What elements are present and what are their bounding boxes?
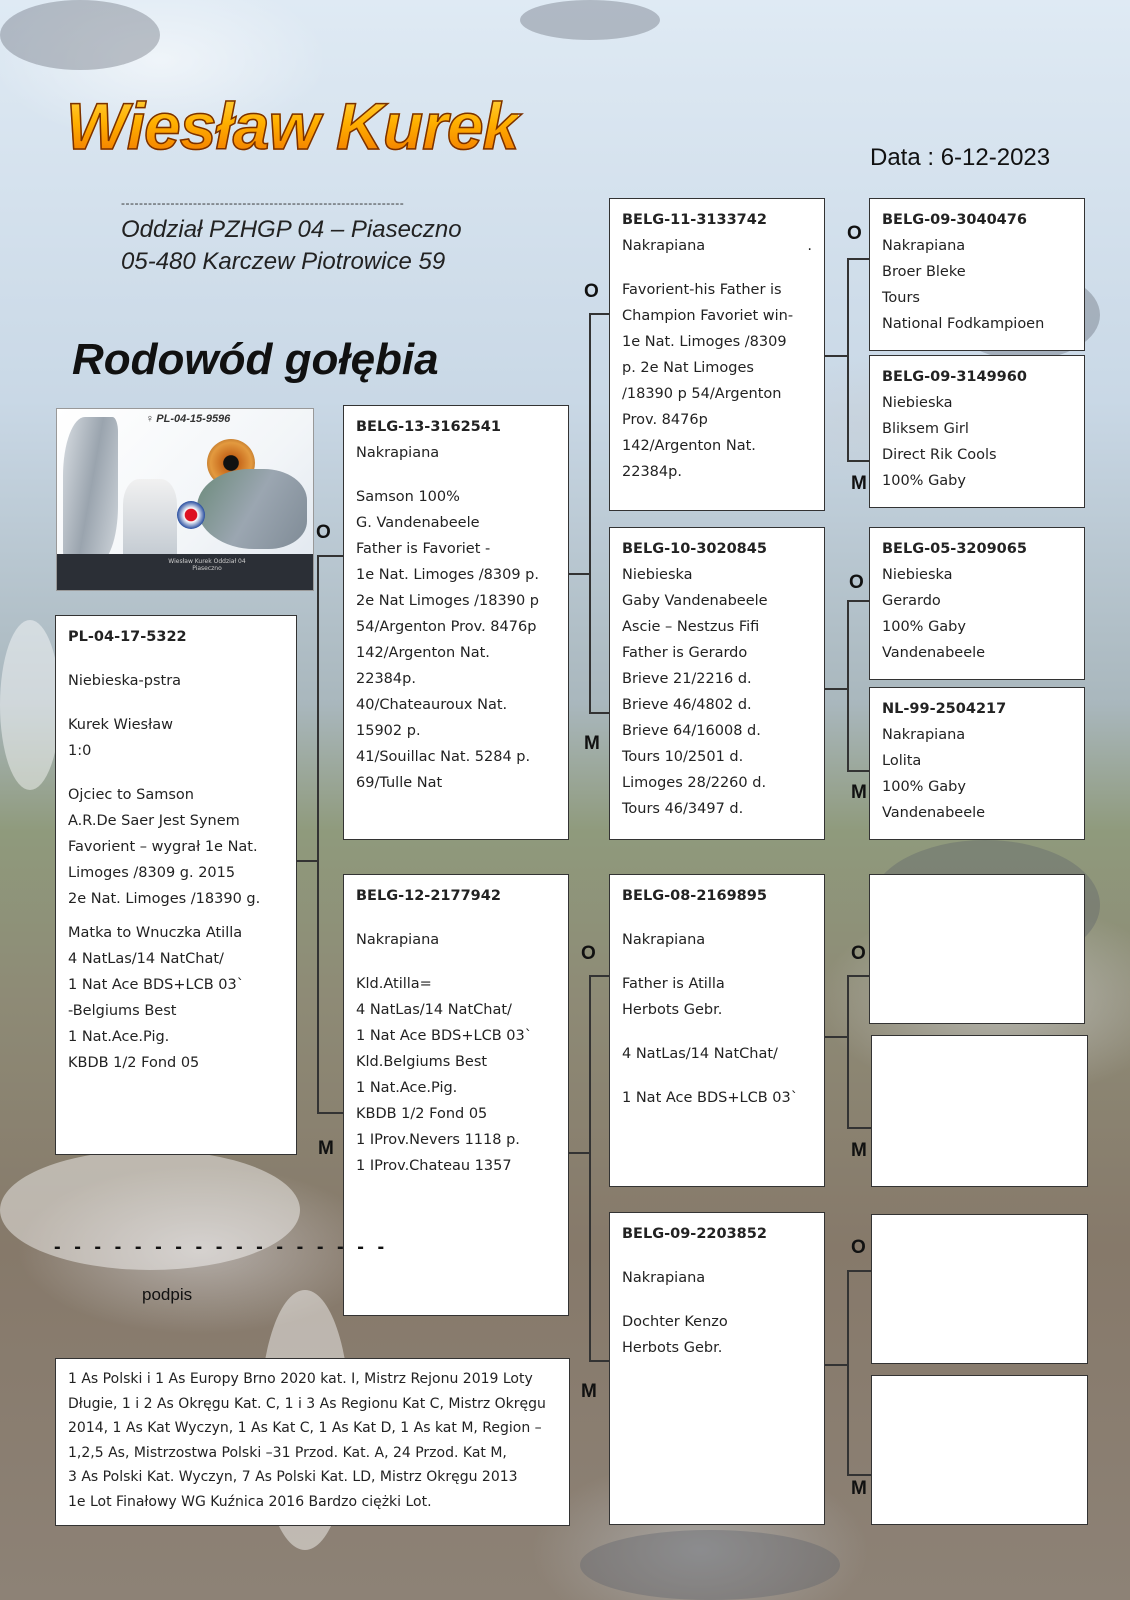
note-line: Dochter Kenzo (622, 1314, 728, 1330)
paternal-grandfather-card (609, 198, 825, 511)
note-line: 1 IProv.Nevers 1118 p. (356, 1132, 520, 1148)
note-line: 1 Nat.Ace.Pig. (356, 1080, 458, 1096)
note-line: -Belgiums Best (68, 1003, 177, 1019)
note-line: 54/Argenton Prov. 8476p (356, 619, 537, 635)
note-line: Favorient – wygrał 1e Nat. (68, 839, 258, 855)
great-grandparent-card-7 (871, 1214, 1088, 1364)
achievement-line: 1,2,5 As, Mistrzostwa Polski –31 Przod. Kat. A, 24 Przod. Kat M, (68, 1444, 507, 1461)
great-grandparent-card-4 (869, 687, 1085, 840)
subject-father-notes (68, 782, 284, 912)
note-line: G. Vandenabeele (356, 515, 480, 531)
address-line-1: Oddział PZHGP 04 – Piaseczno (121, 216, 462, 243)
note-line: KBDB 1/2 Fond 05 (68, 1055, 200, 1071)
father-label: O (851, 943, 866, 964)
note-line: 15902 p. (356, 723, 421, 739)
great-grandparent-card-2 (869, 355, 1085, 508)
note-line: National Fodkampioen (882, 316, 1045, 332)
rosette-image (177, 501, 205, 529)
father-label: O (849, 572, 864, 593)
background-pigeon (0, 620, 60, 790)
note-line: Niebieska (882, 567, 953, 583)
header-separator: --------------------------------------------------------------- (121, 196, 405, 210)
maternal-grandmother-color: Nakrapiana (622, 1270, 706, 1286)
great-grandparent-2-lines (882, 390, 1072, 494)
breeder-name-title: Wiesław Kurek (66, 89, 519, 163)
signature-line: - - - - - - - - - - - - - - - - - (54, 1236, 389, 1258)
date-label: Data : 6-12-2023 (870, 144, 1051, 171)
address-line-2: 05-480 Karczew Piotrowice 59 (121, 248, 446, 275)
maternal-grandfather-color: Nakrapiana (622, 932, 706, 948)
paternal-grandmother-color: Niebieska (622, 567, 693, 583)
pigeon-photo (56, 408, 314, 591)
achievement-line: 3 As Polski Kat. Wyczyn, 7 As Polski Kat. LD, Mistrz Okręgu 2013 (68, 1469, 518, 1485)
note-line: Ojciec to Samson (68, 787, 194, 803)
signature-label: podpis (142, 1285, 193, 1304)
note-line: 1 IProv.Chateau 1357 (356, 1158, 512, 1174)
note-line: Bliksem Girl (882, 421, 969, 437)
maternal-grandfather-notes-3 (622, 1085, 812, 1111)
great-grandparent-4-id: NL-99-2504217 (882, 701, 1007, 717)
paternal-grandmother-id: BELG-10-3020845 (622, 541, 767, 557)
trophy-image (123, 479, 177, 564)
note-line: Ascie – Nestzus Fifi (622, 619, 760, 635)
background-pigeon (520, 0, 660, 40)
note-line: p. 2e Nat Limoges (622, 360, 754, 376)
note-line: Samson 100% (356, 489, 460, 505)
note-line: 100% Gaby (882, 779, 966, 795)
note-line: Lolita (882, 753, 922, 769)
note-line: 69/Tulle Nat (356, 775, 443, 791)
mother-label: M (584, 733, 600, 754)
pigeon-image (197, 469, 307, 549)
note-line: Limoges /8309 g. 2015 (68, 865, 236, 881)
note-line: Favorient-his Father is (622, 282, 782, 298)
note-line: Gaby Vandenabeele (622, 593, 768, 609)
great-grandparent-card-5 (869, 874, 1085, 1024)
note-line: Brieve 64/16008 d. (622, 723, 761, 739)
achievement-line: Długie, 1 i 2 As Okręgu Kat. C, 1 i 3 As Regionu Kat C, Mistrz Okręgu (68, 1395, 546, 1412)
note-line: Vandenabeele (882, 805, 986, 821)
note-line: Herbots Gebr. (622, 1002, 723, 1018)
maternal-grandfather-notes-2 (622, 1041, 812, 1067)
note-line: Tours 46/3497 d. (622, 801, 744, 817)
note-line: Limoges 28/2260 d. (622, 775, 767, 791)
note-line: Brieve 21/2216 d. (622, 671, 752, 687)
father-label: O (581, 943, 596, 964)
father-label: O (584, 281, 599, 302)
note-line: 1 Nat Ace BDS+LCB 03` (356, 1028, 532, 1044)
father-color: Nakrapiana (356, 445, 440, 461)
note-line: 40/Chateauroux Nat. (356, 697, 508, 713)
subject-owner: Kurek Wiesław (68, 717, 173, 733)
note-line: Herbots Gebr. (622, 1340, 723, 1356)
paternal-grandfather-dot: . (807, 238, 812, 254)
father-label: O (851, 1237, 866, 1258)
note-line: 1e Nat. Limoges /8309 p. (356, 567, 539, 583)
note-line: Vandenabeele (882, 645, 986, 661)
great-grandparent-card-6 (871, 1035, 1088, 1187)
note-line: Niebieska (882, 395, 953, 411)
note-line: 41/Souillac Nat. 5284 p. (356, 749, 531, 765)
maternal-grandmother-notes (622, 1309, 812, 1361)
great-grandparent-2-id: BELG-09-3149960 (882, 369, 1027, 385)
father-notes (356, 484, 556, 796)
note-line: Father is Favoriet - (356, 541, 491, 557)
maternal-grandfather-card (609, 874, 825, 1187)
paternal-grandmother-notes (622, 588, 812, 822)
note-line: 2e Nat. Limoges /18390 g. (68, 891, 261, 907)
father-label: O (847, 223, 862, 244)
maternal-grandfather-id: BELG-08-2169895 (622, 888, 767, 904)
note-line: 4 NatLas/14 NatChat/ (622, 1046, 778, 1062)
wing-image (63, 417, 118, 565)
subject-pigeon-card (55, 615, 297, 1155)
note-line: 4 NatLas/14 NatChat/ (68, 951, 224, 967)
note-line: 142/Argenton Nat. (622, 438, 756, 454)
achievement-line: 2014, 1 As Kat Wyczyn, 1 As Kat C, 1 As Kat D, 1 As kat M, Region – (68, 1420, 542, 1436)
father-pigeon-card (343, 405, 569, 840)
note-line: Champion Favoriet win- (622, 308, 794, 324)
paternal-grandfather-notes (622, 277, 812, 485)
note-line: Gerardo (882, 593, 941, 609)
mother-label: M (318, 1138, 334, 1159)
achievements-box (55, 1358, 570, 1526)
note-line: Prov. 8476p (622, 412, 708, 428)
mother-label: M (851, 1140, 867, 1161)
background-pigeon (580, 1530, 840, 1600)
father-label: O (316, 522, 331, 543)
mother-notes (356, 971, 556, 1179)
great-grandparent-3-lines (882, 562, 1072, 666)
mother-id: BELG-12-2177942 (356, 888, 501, 904)
great-grandparent-card-1 (869, 198, 1085, 351)
note-line: 4 NatLas/14 NatChat/ (356, 1002, 512, 1018)
note-line: Father is Gerardo (622, 645, 748, 661)
note-line: Direct Rik Cools (882, 447, 997, 463)
paternal-grandfather-id: BELG-11-3133742 (622, 212, 767, 228)
note-line: 142/Argenton Nat. (356, 645, 490, 661)
maternal-grandmother-card (609, 1212, 825, 1525)
mother-color: Nakrapiana (356, 932, 440, 948)
great-grandparent-1-lines (882, 233, 1072, 337)
note-line: Kld.Belgiums Best (356, 1054, 488, 1070)
great-grandparent-1-id: BELG-09-3040476 (882, 212, 1027, 228)
maternal-grandmother-id: BELG-09-2203852 (622, 1226, 767, 1242)
note-line: 1 Nat Ace BDS+LCB 03` (68, 977, 244, 993)
note-line: 1 Nat.Ace.Pig. (68, 1029, 170, 1045)
note-line: Nakrapiana (882, 727, 966, 743)
mother-label: M (581, 1381, 597, 1402)
maternal-grandfather-notes (622, 971, 812, 1023)
note-line: 1e Nat. Limoges /8309 (622, 334, 787, 350)
note-line: /18390 p 54/Argenton (622, 386, 782, 402)
paternal-grandmother-card (609, 527, 825, 840)
note-line: Tours 10/2501 d. (622, 749, 744, 765)
note-line: 100% Gaby (882, 619, 966, 635)
note-line: 1 Nat Ace BDS+LCB 03` (622, 1090, 798, 1106)
note-line: Matka to Wnuczka Atilla (68, 925, 243, 941)
note-line: Kld.Atilla= (356, 976, 432, 992)
note-line: 100% Gaby (882, 473, 966, 489)
note-line: Broer Bleke (882, 264, 966, 280)
document-title: Rodowód gołębia (72, 335, 439, 384)
note-line: KBDB 1/2 Fond 05 (356, 1106, 488, 1122)
mother-label: M (851, 782, 867, 803)
note-line: Brieve 46/4802 d. (622, 697, 752, 713)
note-line: 22384p. (356, 671, 416, 687)
note-line: 2e Nat Limoges /18390 p (356, 593, 539, 609)
great-grandparent-card-3 (869, 527, 1085, 680)
great-grandparent-4-lines (882, 722, 1072, 826)
note-line: Father is Atilla (622, 976, 725, 992)
achievement-line: 1e Lot Finałowy WG Kuźnica 2016 Bardzo ciężki Lot. (68, 1493, 432, 1510)
note-line: Nakrapiana (882, 238, 966, 254)
photo-footer-text: Wiesław Kurek Oddział 04 Piaseczno (168, 558, 246, 572)
photo-label: ♀ PL-04-15-9596 (145, 413, 231, 425)
paternal-grandfather-color: Nakrapiana (622, 238, 706, 254)
subject-ratio: 1:0 (68, 743, 92, 759)
achievement-line: 1 As Polski i 1 As Europy Brno 2020 kat. I, Mistrz Rejonu 2019 Loty (68, 1371, 533, 1387)
subject-color: Niebieska-pstra (68, 673, 182, 689)
subject-mother-notes (68, 920, 284, 1076)
note-line: Tours (882, 290, 920, 306)
great-grandparent-card-8 (871, 1375, 1088, 1525)
father-id: BELG-13-3162541 (356, 419, 501, 435)
note-line: 22384p. (622, 464, 682, 480)
great-grandparent-3-id: BELG-05-3209065 (882, 541, 1027, 557)
photo-footer (57, 554, 313, 590)
note-line: A.R.De Saer Jest Synem (68, 813, 240, 829)
subject-id: PL-04-17-5322 (68, 629, 187, 645)
mother-label: M (851, 473, 867, 494)
background-pigeon (0, 0, 160, 70)
mother-label: M (851, 1478, 867, 1499)
